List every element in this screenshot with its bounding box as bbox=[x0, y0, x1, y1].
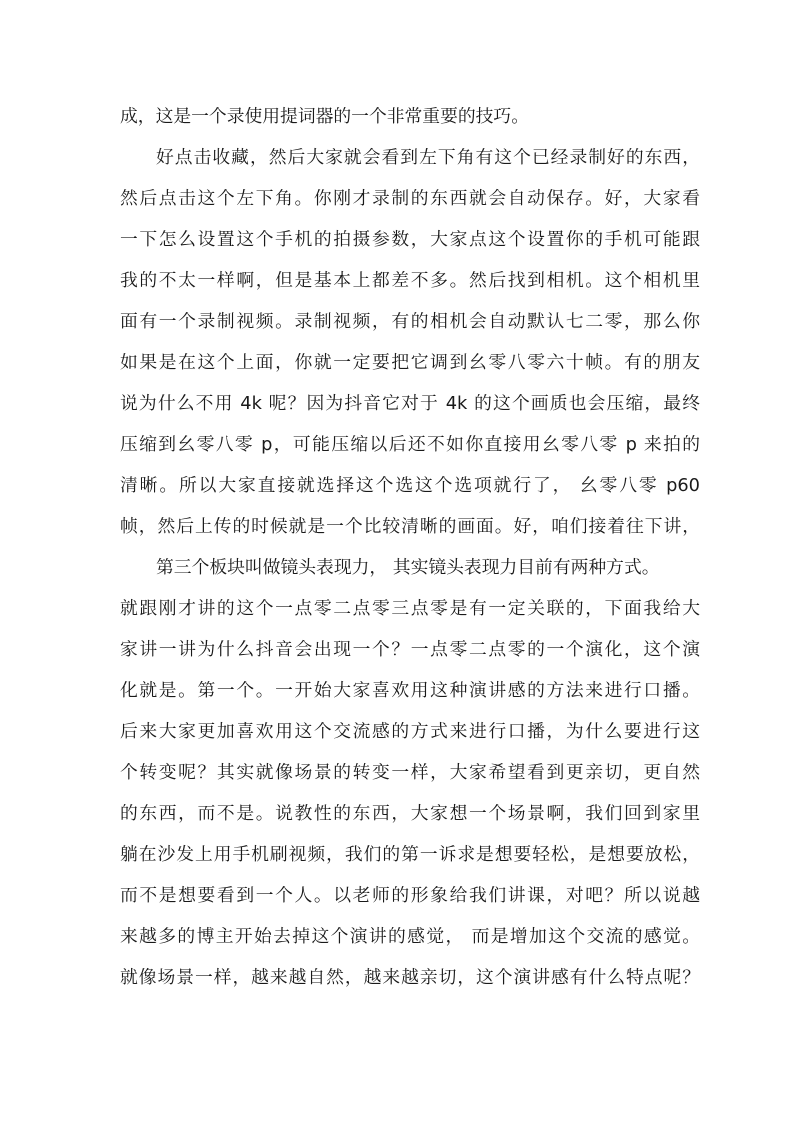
text-line: 就像场景一样，越来越自然，越来越亲切，这个演讲感有什么特点呢？ bbox=[120, 967, 700, 988]
text-line: 清晰。所以大家直接就选择这个选这个选项就行了， 幺零八零 p60 bbox=[120, 475, 700, 496]
text-line: 说为什么不用 4k 呢？因为抖音它对于 4k 的这个画质也会压缩，最终 bbox=[120, 393, 700, 414]
text-line: 压缩到幺零八零 p，可能压缩以后还不如你直接用幺零八零 p 来拍的 bbox=[120, 434, 700, 455]
text-line: 的东西，而不是。说教性的东西，大家想一个场景啊，我们回到家里 bbox=[120, 803, 700, 824]
text-line: 而不是想要看到一个人。以老师的形象给我们讲课，对吧？所以说越 bbox=[120, 885, 700, 906]
text-line: 面有一个录制视频。录制视频，有的相机会自动默认七二零，那么你 bbox=[120, 311, 700, 332]
text-line: 然后点击这个左下角。你刚才录制的东西就会自动保存。好，大家看 bbox=[120, 188, 700, 209]
text-line: 好点击收藏，然后大家就会看到左下角有这个已经录制好的东西， bbox=[156, 147, 700, 168]
text-line: 躺在沙发上用手机刷视频，我们的第一诉求是想要轻松，是想要放松， bbox=[120, 844, 700, 865]
text-line: 第三个板块叫做镜头表现力， 其实镜头表现力目前有两种方式。 bbox=[156, 557, 660, 578]
text-line: 帧，然后上传的时候就是一个比较清晰的画面。好，咱们接着往下讲， bbox=[120, 516, 700, 537]
text-line: 就跟刚才讲的这个一点零二点零三点零是有一定关联的，下面我给大 bbox=[120, 598, 700, 619]
text-line: 我的不太一样啊，但是基本上都差不多。然后找到相机。这个相机里 bbox=[120, 270, 700, 291]
text-line: 一下怎么设置这个手机的拍摄参数，大家点这个设置你的手机可能跟 bbox=[120, 229, 700, 250]
text-line: 个转变呢？其实就像场景的转变一样，大家希望看到更亲切，更自然 bbox=[120, 762, 700, 783]
text-line: 来越多的博主开始去掉这个演讲的感觉， 而是增加这个交流的感觉。 bbox=[120, 926, 700, 947]
text-line: 成，这是一个录使用提词器的一个非常重要的技巧。 bbox=[120, 106, 529, 127]
document-body bbox=[120, 96, 700, 998]
text-line: 化就是。第一个。一开始大家喜欢用这种演讲感的方法来进行口播。 bbox=[120, 680, 700, 701]
text-line: 后来大家更加喜欢用这个交流感的方式来进行口播，为什么要进行这 bbox=[120, 721, 700, 742]
text-line: 家讲一讲为什么抖音会出现一个？一点零二点零的一个演化，这个演 bbox=[120, 639, 700, 660]
text-line: 如果是在这个上面，你就一定要把它调到幺零八零六十帧。有的朋友 bbox=[120, 352, 700, 373]
